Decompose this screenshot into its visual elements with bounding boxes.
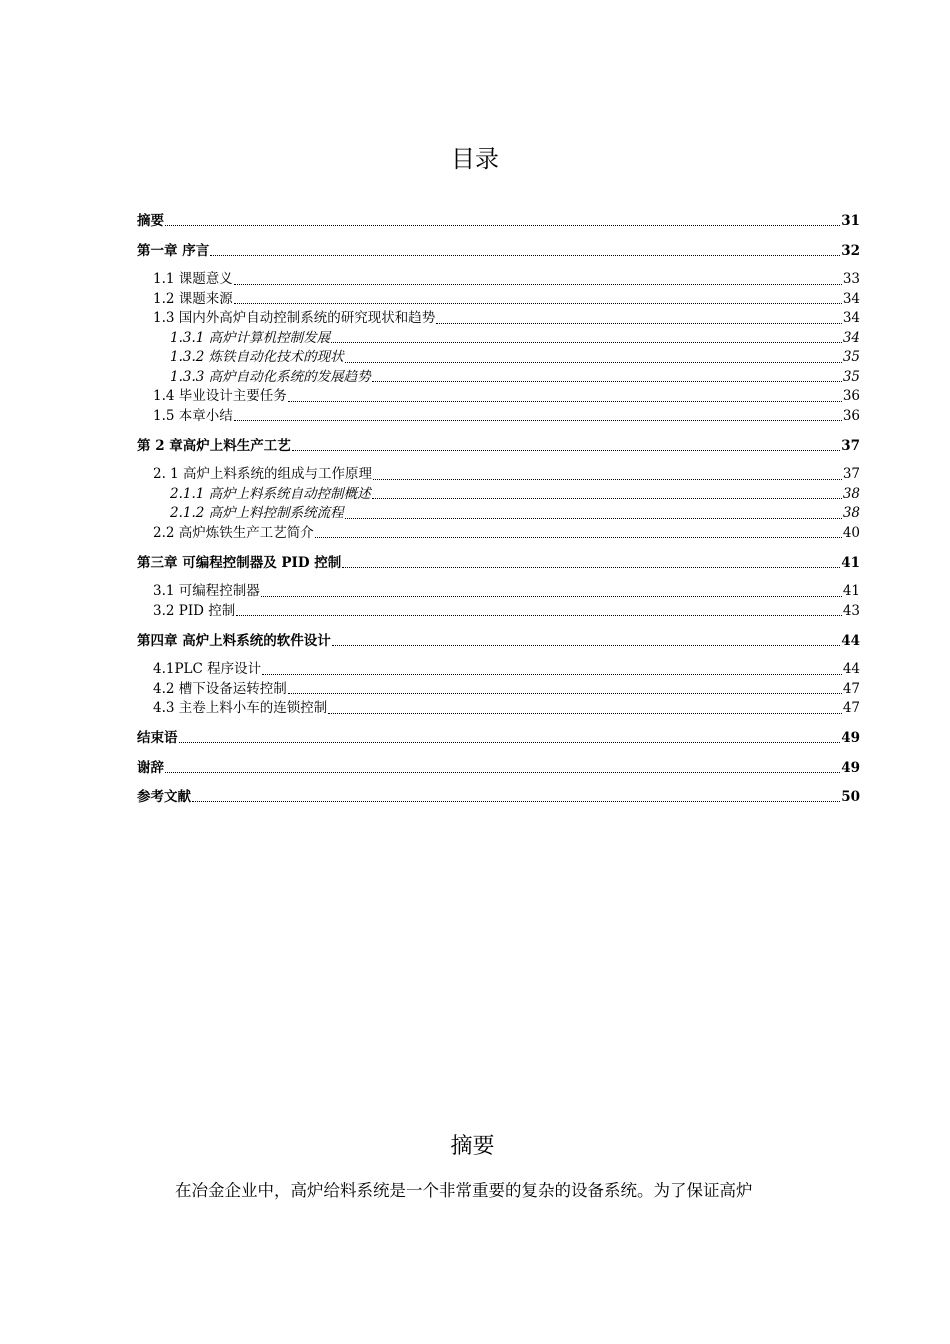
toc-entry[interactable]	[137, 348, 860, 368]
toc-entry-page: 35	[842, 368, 860, 385]
toc-entry-page: 32	[841, 242, 860, 259]
toc-entry-text: 1.4 毕业设计主要任务	[153, 388, 287, 404]
toc-leader-dots	[328, 712, 842, 714]
toc-entry-text: 1.3.2 炼铁自动化技术的现状	[170, 349, 344, 365]
toc-entry[interactable]	[137, 680, 860, 700]
toc-leader-dots	[372, 497, 842, 499]
toc-entry-text: 2.1.1 高炉上料系统自动控制概述	[170, 485, 371, 502]
toc-entry-page: 34	[842, 290, 860, 307]
toc-entry[interactable]	[137, 660, 860, 680]
toc-leader-dots	[315, 536, 842, 538]
toc-entry[interactable]	[137, 407, 860, 427]
toc-leader-dots	[236, 614, 842, 616]
toc-entry[interactable]	[137, 465, 860, 485]
toc-entry-text: 2.1.2 高炉上料控制系统流程	[170, 505, 344, 521]
toc-entry[interactable]	[137, 387, 860, 407]
table-of-contents	[137, 211, 860, 807]
toc-entry-page: 38	[842, 505, 860, 521]
toc-entry-text: 第三章 可编程控制器及 PID 控制	[137, 554, 342, 571]
toc-entry[interactable]	[137, 728, 860, 748]
toc-entry-page: 40	[842, 524, 860, 541]
toc-entry-page: 49	[841, 730, 860, 746]
toc-leader-dots	[165, 771, 840, 773]
abstract-title: 摘要	[450, 1134, 495, 1159]
toc-leader-dots	[234, 283, 842, 285]
toc-entry-text: 1.5 本章小结	[153, 407, 233, 424]
toc-entry[interactable]	[137, 485, 860, 505]
toc-entry-page: 44	[841, 632, 860, 649]
toc-leader-dots	[234, 419, 842, 421]
toc-entry[interactable]	[137, 504, 860, 524]
toc-entry-text: 1.3.3 高炉自动化系统的发展趋势	[170, 368, 371, 385]
toc-leader-dots	[288, 400, 842, 402]
toc-leader-dots	[372, 380, 842, 382]
toc-leader-dots	[179, 741, 841, 743]
toc-leader-dots	[373, 478, 842, 480]
toc-entry-page: 50	[841, 789, 860, 805]
toc-entry-text: 结束语	[137, 730, 178, 746]
toc-leader-dots	[331, 341, 842, 343]
toc-leader-dots	[342, 566, 840, 568]
toc-entry[interactable]	[137, 309, 860, 329]
toc-entry-text: 第 2 章高炉上料生产工艺	[137, 437, 291, 454]
toc-entry-text: 第一章 序言	[137, 242, 210, 259]
toc-leader-dots	[436, 322, 842, 324]
toc-entry[interactable]	[137, 270, 860, 290]
toc-leader-dots	[261, 595, 842, 597]
toc-leader-dots	[165, 224, 840, 226]
toc-entry-text: 3.1 可编程控制器	[153, 583, 260, 599]
toc-entry-text: 4.1PLC 程序设计	[153, 661, 262, 677]
toc-entry-page: 31	[841, 213, 860, 229]
toc-entry-page: 37	[842, 466, 860, 482]
toc-entry-text: 第四章 高炉上料系统的软件设计	[137, 632, 331, 649]
toc-entry[interactable]	[137, 241, 860, 261]
toc-entry[interactable]	[137, 699, 860, 719]
toc-entry[interactable]	[137, 436, 860, 456]
toc-leader-dots	[192, 800, 840, 802]
toc-entry[interactable]	[137, 553, 860, 573]
toc-entry-page: 38	[842, 485, 860, 502]
toc-entry-text: 1.1 课题意义	[153, 271, 233, 287]
toc-entry-page: 41	[842, 583, 860, 599]
toc-entry-page: 47	[842, 700, 860, 716]
toc-entry[interactable]	[137, 758, 860, 778]
toc-entry[interactable]	[137, 290, 860, 310]
toc-entry-page: 34	[842, 310, 860, 326]
toc-entry-text: 2.2 高炉炼铁生产工艺简介	[153, 524, 314, 541]
toc-entry-text: 4.2 槽下设备运转控制	[153, 680, 287, 697]
toc-entry[interactable]	[137, 211, 860, 231]
toc-entry-page: 34	[842, 329, 860, 346]
toc-entry-page: 49	[841, 759, 860, 776]
toc-entry-text: 3.2 PID 控制	[153, 602, 236, 619]
toc-entry[interactable]	[137, 787, 860, 807]
toc-entry[interactable]	[137, 524, 860, 544]
toc-entry-page: 36	[842, 388, 860, 404]
toc-entry-page: 35	[842, 349, 860, 365]
toc-entry-page: 44	[842, 661, 860, 677]
toc-entry-page: 43	[842, 602, 860, 619]
toc-entry[interactable]	[137, 368, 860, 388]
toc-leader-dots	[345, 517, 842, 519]
toc-entry-page: 47	[842, 680, 860, 697]
toc-entry-page: 37	[841, 437, 860, 454]
toc-leader-dots	[288, 692, 842, 694]
toc-entry-text: 1.2 课题来源	[153, 290, 233, 307]
toc-entry-text: 4.3 主卷上料小车的连锁控制	[153, 700, 328, 716]
toc-entry-text: 2. 1 高炉上料系统的组成与工作原理	[153, 466, 373, 482]
toc-entry-text: 摘要	[137, 213, 164, 229]
toc-entry[interactable]	[137, 582, 860, 602]
toc-entry[interactable]	[137, 631, 860, 651]
toc-title: 目录	[451, 145, 499, 173]
toc-entry-page: 33	[842, 271, 860, 287]
toc-entry-text: 1.3 国内外高炉自动控制系统的研究现状和趋势	[153, 310, 436, 326]
toc-leader-dots	[210, 254, 840, 256]
toc-leader-dots	[332, 644, 841, 646]
toc-leader-dots	[262, 673, 842, 675]
toc-leader-dots	[234, 302, 842, 304]
toc-leader-dots	[345, 361, 842, 363]
toc-entry[interactable]	[137, 602, 860, 622]
toc-leader-dots	[292, 449, 840, 451]
abstract-paragraph: 在冶金企业中，高炉给料系统是一个非常重要的复杂的设备系统。为了保证高炉	[175, 1181, 753, 1200]
toc-entry[interactable]	[137, 329, 860, 349]
toc-entry-page: 41	[841, 554, 860, 571]
toc-entry-text: 参考文献	[137, 789, 191, 805]
toc-entry-text: 1.3.1 高炉计算机控制发展	[170, 329, 331, 346]
toc-entry-text: 谢辞	[137, 759, 164, 776]
toc-entry-page: 36	[842, 407, 860, 424]
